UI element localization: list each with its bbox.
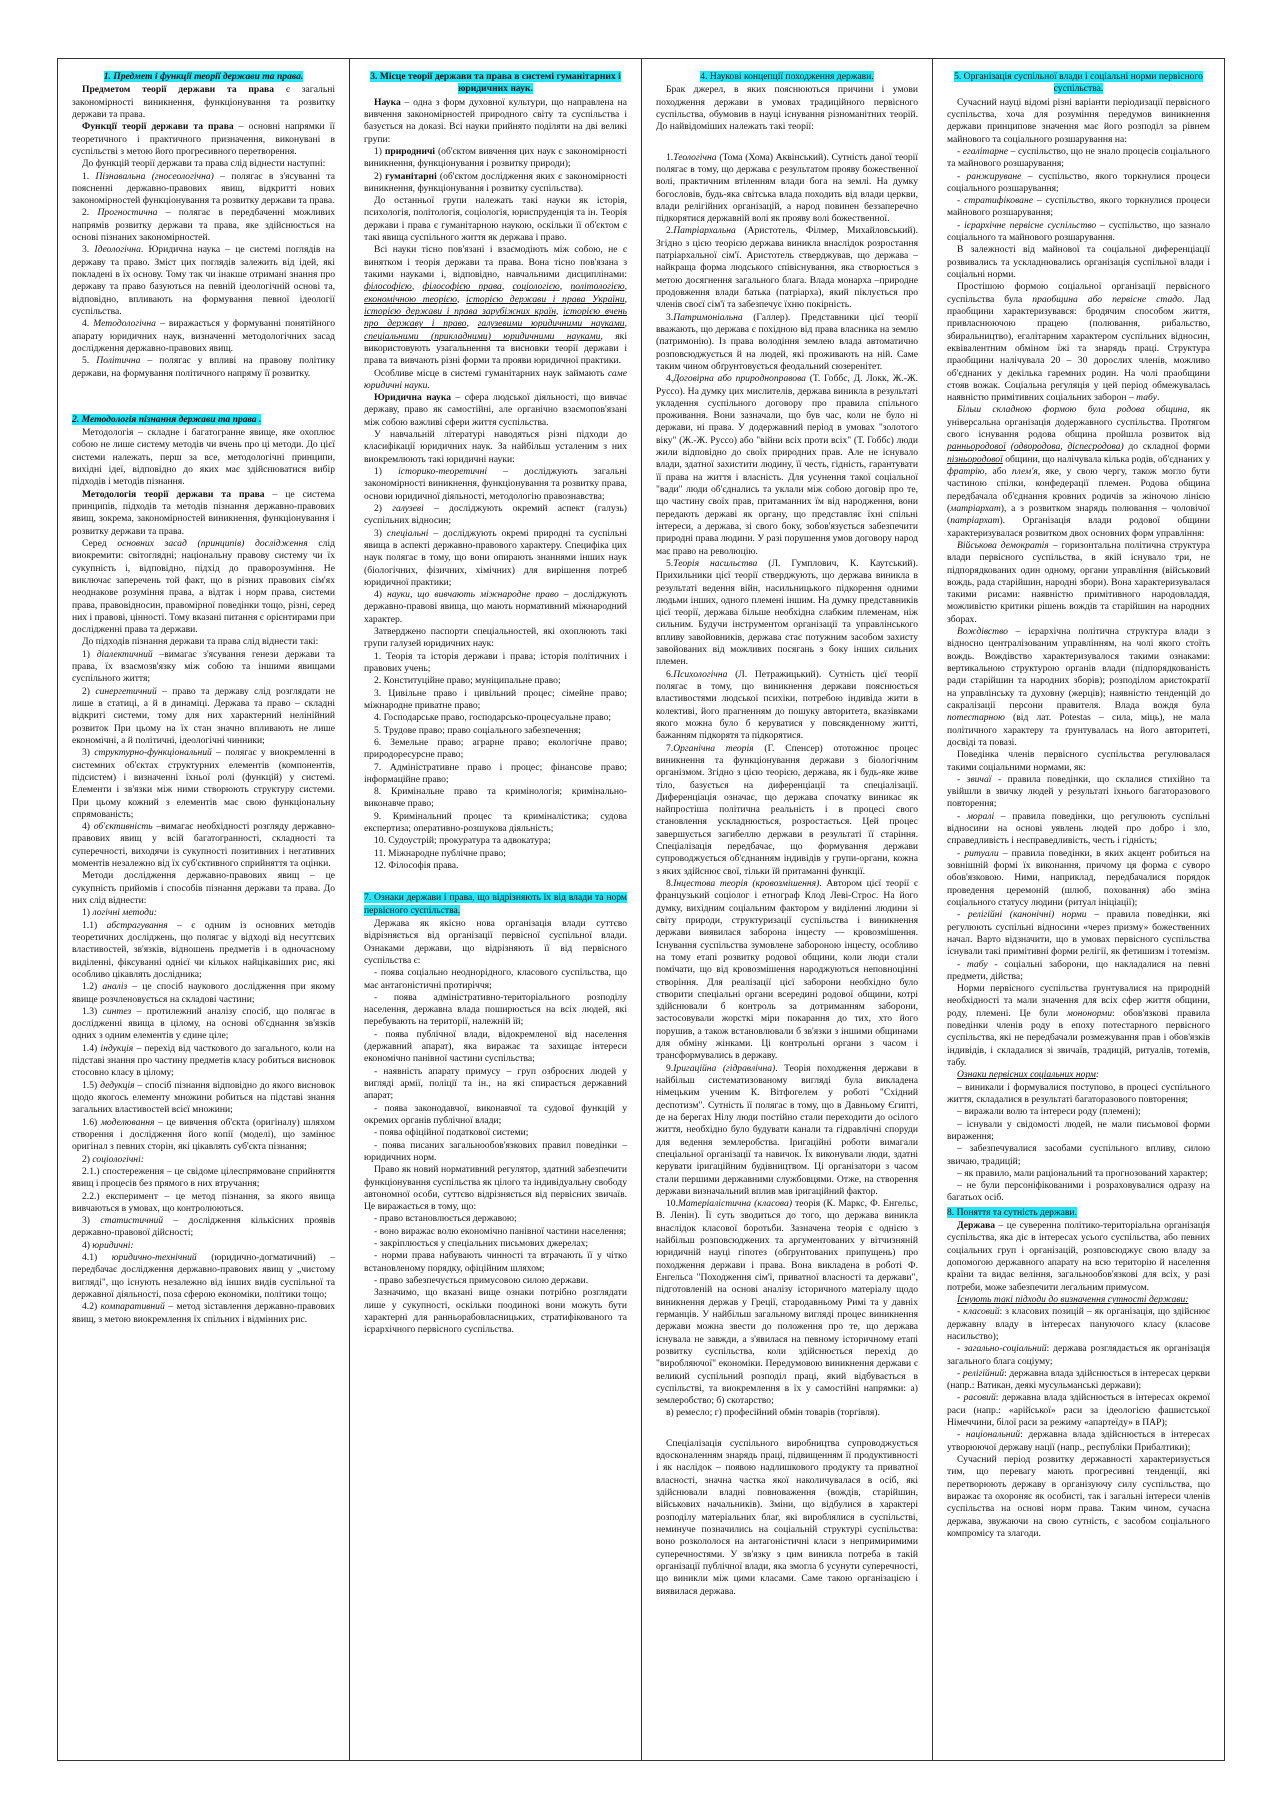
paragraph: Предметом теорії держави та права є загальні закономірності виникнення, функціонування та розвитку держави та права.	[72, 84, 336, 120]
paragraph: - закріплюється у спеціальних письмових джерелах;	[374, 1238, 589, 1250]
paragraph: В залежності від майнової та соціальної диференціації розвивались та ускладнювались організація суспільної влади і соціальні норми.	[947, 244, 1210, 280]
paragraph: - релігійний: державна влада здійснюється в інтересах церкви (напр.: Ватикан, деякі мусульманські держави);	[947, 1367, 1211, 1392]
paragraph: - національний: державна влада здійснюється в інтересах утворюючої державу нації (напр., республіки Прибалтики);	[947, 1429, 1210, 1453]
paragraph: 12. Філософія права.	[374, 860, 459, 871]
paragraph: 1) природничі (об'єктом вивчення цих наук є закономірності виникнення, функціонування і розвитку природи);	[364, 145, 627, 170]
paragraph: Юридична наука – сфера людської діяльності, що вивчає державу, право як самостійні, але органічно взаємопов'язані між собою важливі сфери життя суспільства.	[364, 392, 627, 428]
paragraph: - егалітарне – суспільство, що не знало процесів соціального та майнового розшарування;	[947, 145, 1210, 170]
paragraph: 1.3) синтез – протилежний аналізу спосіб, що полягає в дослідженні явища в цілому, на основі об'єднання зв'язків одних з одним елементів у єдине ціле;	[72, 1005, 336, 1042]
section-heading: 4. Наукові концепції походження держави.	[700, 71, 874, 82]
document-sheet	[57, 58, 1225, 1761]
paragraph: - поява публічної влади, відокремленої від населення (державний апарат), яка виражає та захищає інтереси економічно панівної частини суспільства;	[364, 1028, 627, 1065]
paragraph: До підходів пізнання держави та права слід віднести такі:	[82, 636, 319, 648]
paragraph: 4.2) компаративний – метод зіставлення державно-правових явищ, з метою виокремлення їх спільних і відмінних рис.	[72, 1301, 335, 1325]
paragraph: - ритуали – правила поведінки, в яких акцент робиться на зовнішній формі їх виконання, причому ця форма є суворо обов'язковою. Ними, наприклад, передбачалися порядок проведення церемоній (шлюб, поховання) або зміна соціального статусу людини (ритуал ініціації);	[947, 847, 1211, 908]
spacer	[656, 1420, 918, 1438]
paragraph: 5.Теорія насильства (Л. Гумплович, К. Каутський). Прихильники цієї теорії стверджують, що держава виникла в результаті ведення війн, насильницького підкорення одними людьми інших, одного племені іншим. На думку представників цієї теорії, держава більше необхідна слабким племенам, ніж сильним. Будучи інструментом організації та управлінського впливу завойовників, держава стає потужним засобом захисту завойованих від можливих посягань з боку інших сильних племен.	[656, 557, 918, 668]
spacer	[656, 134, 918, 152]
paragraph: У навчальній літературі наводяться різні підходи до класифікації юридичних наук. За найбільш усталеним з них виокремлюють такі юридичні науки:	[364, 429, 627, 465]
paragraph: 3) спеціальні – досліджують окремі природні та суспільні явища в аспекті державно-правового характеру. Специфіка цих наук полягає в тому, що вони опирають знаннями інших наук (біологічних, фізичних, хімічних) для вирішення потреб юридичної практики;	[364, 527, 627, 588]
paragraph: 3. Цивільне право і цивільний процес; сімейне право; міжнародне приватне право;	[364, 687, 627, 711]
paragraph: Методологія теорії держави та права – це система принципів, підходів та методів пізнання державно-правових явищ, зокрема, закономірностей виникнення, функціонування і розвитку держави та права.	[72, 488, 335, 537]
paragraph: 11. Міжнародне публічне право;	[374, 847, 506, 859]
paragraph: в) ремесло; г) професійний обмін товарів (торгівля).	[666, 1407, 880, 1419]
paragraph: 3) статистичний – дослідження кількісних проявів державно-правової дійсності;	[72, 1215, 335, 1239]
paragraph: 2.2.) експеримент – це метод пізнання, за якого явища вивчаються в умовах, що контролюються.	[72, 1190, 335, 1214]
paragraph: 2) соціологічні:	[82, 1153, 144, 1165]
paragraph: Поведінка членів первісного суспільства регулювалася такими соціальними нормами, як:	[947, 749, 1210, 773]
paragraph: - ранжируване – суспільство, якого торкнулися процеси соціального розшарування;	[947, 170, 1210, 194]
paragraph: Методи дослідження державно-правових явищ – це сукупність прийомів і способів пізнання держави та права. До них слід віднести:	[72, 870, 335, 906]
paragraph: 3.Патримоніальна (Галлер). Представники цієї теорії вважають, що держава є похідною від права власника на землю (патримонію). Із права володіння землею влада автоматично розповсюджується й на людей, які проживають на ній. Саме таким чином обґрунтовується феодальний сюзеренітет.	[656, 311, 918, 372]
paragraph: – як правило, мали раціональний та прогнозований характер;	[957, 1167, 1208, 1179]
paragraph: - ієрархічне первісне суспільство – суспільство, що зазнало соціального та майнового розшарування.	[947, 219, 1210, 244]
paragraph: – не були персоніфікованими і розраховувалися одразу на багатьох осіб.	[947, 1180, 1210, 1204]
paragraph: Держава як якісно нова організація влади суттєво відрізняється від організації первісної суспільної влади. Ознаками держави, що відрізняють її від первісного суспільства є:	[364, 917, 627, 966]
paragraph: 1) історико-теоретичні – досліджують загальні закономірності виникнення, функціонування та розвитку права, основи юридичної діяльності, методологію правознавства;	[364, 466, 628, 502]
paragraph: 5. Політична – полягає у впливі на правову політику держави, на формування політичного напряму її розвитку.	[72, 355, 335, 379]
paragraph: - расовий: державна влада здійснюється в інтересах окремої раси (напр.: «арійської» раси за ідеологією фашистської Німеччини, білої раси за режиму «апартеїду» в ПАР);	[947, 1392, 1211, 1429]
paragraph: Існують такі підходи до визначення сутності держави:	[957, 1293, 1189, 1305]
paragraph: 5. Трудове право; право соціального забезпечення;	[374, 724, 581, 736]
paragraph: - поява офіційної податкової системи;	[374, 1127, 529, 1139]
paragraph: 3. Ідеологічна. Юридична наука – це системі поглядів на державу та право. Зміст цих поглядів залежить від ідей, які покладені в їх основу. Тому так чи інакше отримані знання про державу та право базуються на певній ідеологічній основі та, відповідно, впливають на формування певної ідеології суспільства.	[72, 244, 336, 317]
paragraph: - загально-соціальний: держава розглядається як організація загального блага соціуму;	[947, 1343, 1210, 1367]
paragraph: Серед основних засад (принципів) дослідження слід виокремити: світоглядні; національну правову систему чи їх сукупність і, відповідно, підхід до праворозуміння. Не виключає заперечень той факт, що в різних правових сім'ях неоднакове розуміння права, а відтак і норм права, системи права, правовідносин, правомірної поведінки тощо, різні, серед них і правові, цінності. Тому вказані питання є орієнтирами при дослідженні права та держави.	[72, 537, 336, 636]
paragraph: 4. Методологічна – виражається у формуванні понятійного апарату юридичних наук, визначенні методологічних засад дослідження державно-правових явищ.	[72, 318, 335, 354]
paragraph: 9.Іригаційна (гідравлічна). Теорія походження держави в найбільш систематизованому вигляді була викладена німецьким ученим К. Вітфогелем у роботі "Східний деспотизм". Сутність її полягає в тому, що в Давньому Єгипті, де на берегах Нілу люди постійно стали переходити до осілого життя, необхідно було будувати канали та гідравлічні споруди для ведення землеробства. Іригаційні роботи вимагали спеціальної організації та навичок. Їх виконували люди, здатні керувати іригаційним будівництвом. Ці організатори з часом стали першими державними службовцями. Отже, на створення держави визначальний вплив мав іригаційний фактор.	[656, 1062, 918, 1197]
paragraph: 2.Патріархальна (Аристотель, Філмер, Михайловський). Згідно з цією теорією держава виникла внаслідок розростання патріархальної сім'ї. Аристотель стверджував, що держава – найкраща форма людського співіснування, яка створюється з метою досягнення загального блага. Влада монарха –природне продовження влади батька (патріарха), який піклується про членів своєї сім'ї та забезпечує їхню покірність.	[656, 225, 918, 311]
paragraph: 1.2) аналіз – це спосіб наукового дослідження при якому явище розчленовується на складові частини;	[72, 981, 335, 1005]
section-heading: 3. Місце теорії держави та права в системі гуманітарних і юридичних наук.	[370, 71, 621, 95]
paragraph: 9. Кримінальний процес та криміналістика; судова експертиза; оперативно-розшукова діяльність;	[364, 810, 627, 835]
paragraph: - воно виражає волю економічно панівної частини населення;	[374, 1225, 627, 1237]
paragraph: 1.1) абстрагування – є одним із основних методів теоретичних досліджень, що полягає у відході від несуттєвих властивостей, зв'язків, відношень предметів і в одночасному виділенні, фіксуванні однієї чи кількох найцікавіших рис, які особливо цікавлять дослідника;	[72, 919, 335, 980]
paragraph: 2) синергетичний – право та державу слід розглядати не лише в статиці, а й в динаміці. Держава та право – складні відкриті системи, тому для них характерний нелінійний розвиток При цьому на їх стан значно впливають не лише економічні, а й політичні, ідеологічні чинники;	[72, 685, 335, 746]
paragraph: 1. Пізнавальна (гносеологічна) – полягає в з'ясуванні та поясненні державно-правових явищ, відкритті нових закономірностей функціонування та розвитку держави та права.	[72, 170, 335, 207]
section-heading: 7. Ознаки держави і права, що відрізняють їх від влади та норм первісного суспільства.	[364, 892, 627, 916]
paragraph: Всі науки тісно пов'язані і взаємодіють між собою, не є винятком і теорія держави та права. Вона тісно пов'язана з такими науками і, відповідно, навчальними дисциплінами: філософією, філософією права, соціологією, політологією, економічною теорією, історією держави і права України, історією держави і права зарубіжних країн, історією вчень про державу і право, галузевими юридичними науками, спеціальними (прикладними) юридичними науками, які використовують узагальнення та висновки теорії держави і права та вивчають різні форми та прояви юридичної практики.	[364, 244, 628, 367]
paragraph: 6.Психологічна (Л. Петражицький). Сутність цієї теорії полягає в тому, що виникнення держави пояснюється властивостями людської психіки, потребою індивіда жити в колективі, його прагненням до пошуку авторитета, вказівками якого можна було б керуватися у повсякденному житті, бажанням підкорятя та підкорятися.	[656, 668, 918, 742]
paragraph: - поява писаних загальнообов'язкових правил поведінки – юридичних норм.	[364, 1139, 627, 1163]
paragraph: До функцій теорії держави та права слід віднести наступні:	[82, 158, 326, 170]
paragraph: - класовий: з класових позицій – як організація, що здійснює державну владу в інтересах пануючого класу (класове насильство);	[947, 1306, 1211, 1342]
paragraph: – виникали і формувалися поступово, в процесі суспільного життя, складалися в результаті багаторазового повторення;	[947, 1081, 1210, 1105]
section-heading: 8. Поняття та сутність держави.	[947, 1206, 1077, 1218]
paragraph: Військова демократія – горизонтальна політична структура влади первісного суспільства, в якій існувало три, не підпорядкованих один одному, органи управління (військовий вождь, рада старійшин, народні збори). Вона характеризувалася такими рисами: наявністю примітивного народовладдя, можливістю критики рішень вождів та старійшин на народних зборах.	[947, 539, 1210, 625]
paragraph: 4.Договірна або природноправова (Т. Гоббс, Д. Локк, Ж.-Ж. Руссо). На думку цих мислителів, держава виникла в результаті укладення суспільного договору про правила спільного проживання. Вони зазначали, що був час, коли не було ні держави, ні права. У додержавний період в умовах "золотого віку" (Ж.-Ж. Руссо) або "війни всіх проти всіх" (Т. Гоббс) люди жили відповідно до своїх природних прав. Але не існувало влади, здатної захистити людину, її честь, гідність, гарантувати її права на життя і власність. Для усунення такої соціальної "вади" люди об'єднались та уклали між собою договір про те, що частину своїх прав, притаманних їм від народження, вони передають державі як органу, що представляє їхні спільні інтереси, а держава, зі свого боку, зобов'язується забезпечити природні права людини. У разі порушення умов договору народ має право на революцію.	[656, 373, 918, 557]
paragraph: Методологія – складне і багатогранне явище, яке охоплює собою не лише систему методів чи вчень про ці методи. До цієї системи належать, перш за все, методологічні принципи, вихідні ідеї, відповідно до яких має здійснюватися вибір підходів і методів пізнання.	[72, 427, 335, 488]
paragraph: 4.1) юридично-технічний (юридично-догматичний) – передбачає дослідження державно-правових явищ у „чистому вигляді", що існують незалежно від інших видів суспільної та державної діяльності, поза сферою економіки, політики тощо;	[72, 1252, 335, 1300]
paragraph: - поява адміністративно-територіального розподілу населення, державна влада поширюється на всіх людей, які перебувають на території, належній їй;	[364, 991, 627, 1028]
paragraph: Більш складною формою була родова община, як універсальна організація додержавного суспільства. Протягом свого існування родова община пройшла розвиток від ранньородової (одвородова, діспесродова) до складної форми пізньородової общини, що налічувала кілька родів, об'єднаних у фратрію, або плем'я, яке, у свою чергу, також могло бути частиною спілки, конфедерації племен. Родова община передбачала об'єднання кровних родичів за жіночою лінією (матріархат), а з розвитком знарядь полювання – чоловічої (патріархат). Організація влади родової общини характеризувалася розвитком двох основних форм управління:	[947, 404, 1210, 539]
paragraph: – виражали волю та інтереси роду (племені);	[957, 1106, 1141, 1118]
paragraph: - норми права набувають чинності та втрачають її у чітко встановленому порядку, офіційним шляхом;	[364, 1250, 627, 1274]
paragraph: 6. Земельне право; аграрне право; екологічне право; природоресурсне право;	[364, 736, 627, 761]
column-2	[349, 59, 641, 1760]
paragraph: 2. Конституційне право; муніципальне право;	[374, 675, 561, 687]
paragraph: 2.1.) спостереження – це свідоме цілеспрямоване сприйняття явищ і процесів без прямого в них втручання;	[72, 1165, 335, 1190]
spacer	[364, 872, 627, 890]
paragraph: 1) логічні методи:	[82, 907, 157, 919]
paragraph: 8. Кримінальне право та кримінологія; кримінально-виконавче право;	[364, 786, 627, 810]
paragraph: – існували у свідомості людей, не мали письмової форми вираження;	[947, 1118, 1210, 1142]
paragraph: 2) гуманітарні (об'єктом дослідження яких є закономірності виникнення, функціонування і розвитку суспільства).	[364, 170, 628, 194]
paragraph: Функції теорії держави та права – основні напрямки її теоретичного і практичного призначення, виконувані в суспільстві з метою його прогресивного перетворення.	[72, 121, 335, 157]
paragraph: Затверджено паспорти спеціальностей, які охоплюють такі групи галузей юридичних наук:	[364, 626, 627, 650]
paragraph: 4. Господарське право, господарсько-процесуальне право;	[374, 712, 612, 724]
paragraph: Сучасний період розвитку державності характеризується тим, що перевагу мають прогресивні тенденції, які перетворюють державу в організуючу силу суспільства, що виражає та охороняє як особисті, так і загальні інтереси членів суспільства на основі норм права. Таким чином, сучасна держава, звужаючи на свою сутність, є засобом соціального компромісу та злагоди.	[947, 1454, 1210, 1539]
spacer	[72, 380, 335, 412]
paragraph: - право забезпечується примусовою силою держави.	[374, 1275, 589, 1286]
paragraph: - наявність апарату примусу – груп озброєних людей у вигляді армії, поліції та ін., на які спирається державний апарат;	[364, 1065, 627, 1102]
paragraph: 1.Теологічна (Тома (Хома) Аквінський). Сутність даної теорії полягає в тому, що держава є результатом прояву божественної волі, практичним втіленням влади бога на землі. На думку богословів, будь-яка світська влада походить від влади церкви, влади релігійних організацій, а народ повинен беззаперечно підкорятися державній волі як прояву волі божественної.	[656, 151, 918, 225]
paragraph: Особливе місце в системі гуманітарних наук займають саме юридичні науки.	[364, 367, 627, 391]
paragraph: 1.5) дедукція – спосіб пізнання відповідно до якого висновок щодо якогось елементу множини робиться на підставі знання загальних властивостей всієї множини;	[72, 1079, 335, 1116]
paragraph: До останньої групи належать такі науки як історія, психологія, політологія, соціологія, юриспруденція та ін. Теорія держави і права є гуманітарною наукою, оскільки її об'єктом є такі явища суспільного життя як держава і право.	[364, 195, 627, 244]
paragraph: Зазначимо, що вказані вище ознаки потрібно розглядати лише у сукупності, оскільки поодинокі вони можуть бути характерні для ранньорабовласницьких, стратифікованого та ієрархічного первісного суспільства.	[364, 1287, 627, 1336]
paragraph: 1.4) індукція – перехід від часткового до загального, коли на підставі знання про частину предметів класу робиться висновок стосовно класу в цілому;	[72, 1042, 335, 1079]
paragraph: 4) об'єктивність –вимагає необхідності розгляду державно-правових явищ у всій багатогранності, складності та суперечності, виходячи із сукупності позитивних і негативних моментів незалежно від їх суб'єктивного сприйняття та оцінки.	[72, 821, 335, 870]
paragraph: 7. Адміністративне право і процес; фінансове право; інформаційне право;	[364, 761, 627, 785]
section-heading: 5. Організація суспільної влади і соціальні норми первісного суспільства.	[954, 71, 1203, 95]
paragraph: 7.Органічна теорія (Г. Спенсер) ототожнює процес виникнення та функціонування держави з біологічним організмом. Згідно з цією теорією, держава, як і будь-яке живе тіло, базується на диференціації та спеціалізації. Диференціація означає, що держава спочатку виникає як найпростіша політична реальність і в процесі свого становлення ускладнюється, розростається. Цей процес завершується загибеллю держави в результаті її старіння. Спеціалізація передбачає, що формування держави супроводжується об'єднанням індивідів у групи-органи, кожна з яких здійснює свої, тільки їй притаманні функції.	[656, 742, 919, 877]
paragraph: Право як новий нормативний регулятор, здатний забезпечити функціонування суспільства як цілого та індивідуальну свободу автономної особи, суттєво відрізняється від первісних звичаїв. Це виражається в тому, що:	[364, 1164, 627, 1213]
section-heading: 2. Методологія пізнання держави та права .	[72, 413, 262, 425]
paragraph: Вождівство – ієрархічна політична структура влади з відносно централізованим управлінням, на чолі якого стоїть вождь. Вождівство характеризувалося такими ознаками: вертикальною структурою органів влади (підпорядкованість ради старійшин та народних зборів); розподілом аристократії на управлінську та духовну (жерців); наявністю тенденцій до сакралізації персони правителя. Влада вождя була потестарною (від лат. Potestas – сила, міць), не мала політичного характеру та ґрунтувалась на його авторитеті, досвіді та повазі.	[947, 626, 1210, 748]
paragraph: - релігійні (канонічні) норми – правила поведінки, які регулюють суспільні відносини «через призму» божественних начал. Варто відзначити, що в умовах первісного суспільства існували такі примітивні форми релігії, як фетишизм і тотемізм.	[947, 909, 1210, 958]
paragraph: 3) структурно-функціональний – полягає у виокремленні в системних об'єктах структурних елементів (компонентів, підсистем) і визначенні їхньої ролі (функцій) у системі. Елементи і зв'язки між ними створюють структуру системи. При цьому кожний з елементів має свою функціональну спрямованість;	[72, 747, 335, 820]
paragraph: 10.Матеріалістична (класова) теорія (К. Маркс, Ф. Енгельс, В. Ленін). Її суть зводиться до того, що держава виникла внаслідок класової боротьби. Зазначена теорія є однією з найбільш розповсюджених та аргументованих у вітчизняній юридичній науці гіпотез (обґрунтованих припущень) про походження держави і права. Вона викладена в роботі Ф. Енгельса "Походження сім'ї, приватної власності та держави", підготовленій на основі аналізу історичного матеріалу щодо виникнення держав у Греції, стародавньому Римі та у давніх германців. У найбільш загальному вигляді процес виникнення держави можна звести до положення про те, що держава існувала не завжди, а з'явилася на певному історичному етапі розвитку суспільства, коли здійснюється перехід до "виробляючої" економіки. Передумовою виникнення держави є великий суспільний розподіл праці, який відбувається в суспільстві, та виокремлення в їх у самостійні напрямки: а) землеробство; б) скотарство;	[656, 1198, 918, 1407]
paragraph: - звичаї - правила поведінки, що склалися стихійно та увійшли в звичку людей у результаті їхнього багаторазового повторення;	[947, 773, 1210, 810]
column-1	[58, 59, 349, 1760]
paragraph: 8.Інцестова теорія (кровозмішення). Автором цієї теорії є французький соціолог і етнограф Клод Леві-Строс. На його думку, вихідним соціальним фактором у виділенні людини зі світу природи, структуризації суспільства і виникнення держави виявилася заборона інцесту — кровозмішення. Існування суспільства зумовлене забороною інцесту, особливо на тому етапі розвитку родової общини, коли люди стали помічати, що від кровозмішення народжуються неповноцінні створіння. Для реалізації цієї заборони необхідно було створити спеціальні органи всередині родової общини, котрі здійснювали б контроль за дотриманням заборони, застосовували жорсткі міри покарання до тих, хто його порушив, а також встановлювали б зв'язки з іншими общинами для обміну жінками. Ці контрольні органи з часом і трансформувались в державу.	[656, 878, 918, 1062]
paragraph: Держава – це суверенна політико-територіальна організація суспільства, яка діє в інтересах усього суспільства, або певних соціальних груп і організацій, розповсюджує свою владу за допомогою державного апарату на всю територію й населення країни та видає веління, загальнообов'язкові для всіх, у разі потреби, може забезпечити легальним примусом.	[947, 1220, 1210, 1293]
paragraph: - поява соціально неоднорідного, класового суспільства, що має антагоністичні протиріччя;	[364, 967, 627, 991]
section-heading: 1. Предмет і функції теорії держави та права.	[103, 71, 304, 82]
paragraph: Наука – одна з форм духовної культури, що направлена на вивчення закономірностей природного світу та суспільства і базується на доказі. Всі науки прийнято поділяти на дві великі групи:	[364, 96, 627, 145]
paragraph: - табу - соціальні заборони, що накладалися на певні предмети, дійства;	[947, 958, 1210, 982]
paragraph: Ознаки первісних соціальних норм:	[957, 1069, 1100, 1081]
column-3	[641, 59, 932, 1760]
paragraph: – забезпечувалися засобами суспільного впливу, силою звичаю, традицій;	[947, 1143, 1210, 1167]
paragraph: 2) галузеві – досліджують окремий аспект (галузь) суспільних відносин;	[364, 502, 627, 527]
paragraph: 1.6) моделювання – це вивчення об'єкта (оригіналу) шляхом створення і дослідження його копії (моделі), що замінює оригінал з певних сторін, які цікавлять суб'єкта пізнання;	[72, 1116, 335, 1153]
paragraph: Норми первісного суспільства ґрунтувалися на природній необхідності та мали значення для всіх сфер життя общини, роду, племені. Це були мононорми: обов'язкові правила поведінки членів роду в епоху потестарного первісного суспільства, які не передбачали розмежування прав і обов'язків індивідів, і складалися зі звичаїв, традицій, ритуалів, тотемів, табу.	[947, 983, 1210, 1068]
paragraph: 2. Прогностична – полягає в передбаченні можливих напрямів розвитку держави та права, яке здійснюється на основі пізнаних закономірностей.	[72, 207, 336, 244]
column-4	[932, 59, 1224, 1760]
paragraph: 1) діалектичний –вимагає з'ясування генези держави та права, їх взаємозв'язку між собою та іншими явищами суспільного життя;	[72, 648, 336, 685]
paragraph: - право встановлюється державою;	[374, 1213, 517, 1225]
paragraph: Брак джерел, в яких пояснюються причини і умови походження держави в умовах традиційного первісного суспільства, обумовив в науці існування різноманітних теорій. До найвідоміших належать такі теорії:	[656, 84, 918, 133]
paragraph: Спеціалізація суспільного виробництва супроводжується вдосконаленням знарядь праці, підвищенням її продуктивності і як наслідок – появою надлишкового продукту та приватної власності, значна частка якої наколичувалася в осіб, які здійснювали владні повноваження (вождів, старійшин, військових начальників). Зміни, що відбулися в характері розподілу матеріальних благ, які вироблялися в суспільстві, неминуче позначились на соціальній структурі суспільства: воно розкололося на антагоністичні класи з непримиримими суперечностями. У зв'язку з цим виникла потреба в такій організації публічної влади, яка змогла б усунути суперечності, що виникли між цими класами. Саме такою організацією і виявилася держава.	[656, 1437, 918, 1597]
paragraph: 10. Судоустрій; прокуратура та адвокатура;	[374, 835, 551, 847]
paragraph: 4) науки, що вивчають міжнародне право – досліджують державно-правові явища, що мають нормативний міжнародний характер.	[364, 589, 628, 625]
paragraph: - стратифіковане – суспільство, якого торкнулися процеси майнового розшарування;	[947, 195, 1210, 219]
paragraph: - поява законодавчої, виконавчої та судової функцій у окремих органів публічної влади;	[364, 1102, 627, 1126]
paragraph: Сучасний науці відомі різні варіанти періодизації первісного суспільства, хоча для розуміння передумов виникнення держави принципове значення має його розподіл за рівнем майнового та соціального розшарування на:	[947, 96, 1210, 145]
paragraph: - моралі – правила поведінки, що регулюють суспільні відносини на основі уявлень людей про добро і зло, справедливість і несправедливість, честь і гідність;	[947, 810, 1211, 847]
paragraph: Простішою формою соціальної організації первісного суспільства була праобщина або первісне стадо. Лад праобщини характеризувався: бродячим способом життя, привласнюючою працею (полювання, рибальство, збиральництво), егалітарним характером суспільних відносин, еквівалентним обміном їжі та знарядь праці. Структура праобщини налічувала 20 – 30 дорослих членів, можливо об'єднаних у декілька гаремних родин. На чолі праобщини стояв вожак. Соціальна регуляція у цей період обмежувалась наявністю примітивних соціальних заборон – табу.	[947, 281, 1210, 404]
paragraph: 1. Теорія та історія держави і права; історія політичних і правових учень;	[364, 650, 627, 674]
paragraph: 4) юридичні:	[82, 1239, 134, 1251]
